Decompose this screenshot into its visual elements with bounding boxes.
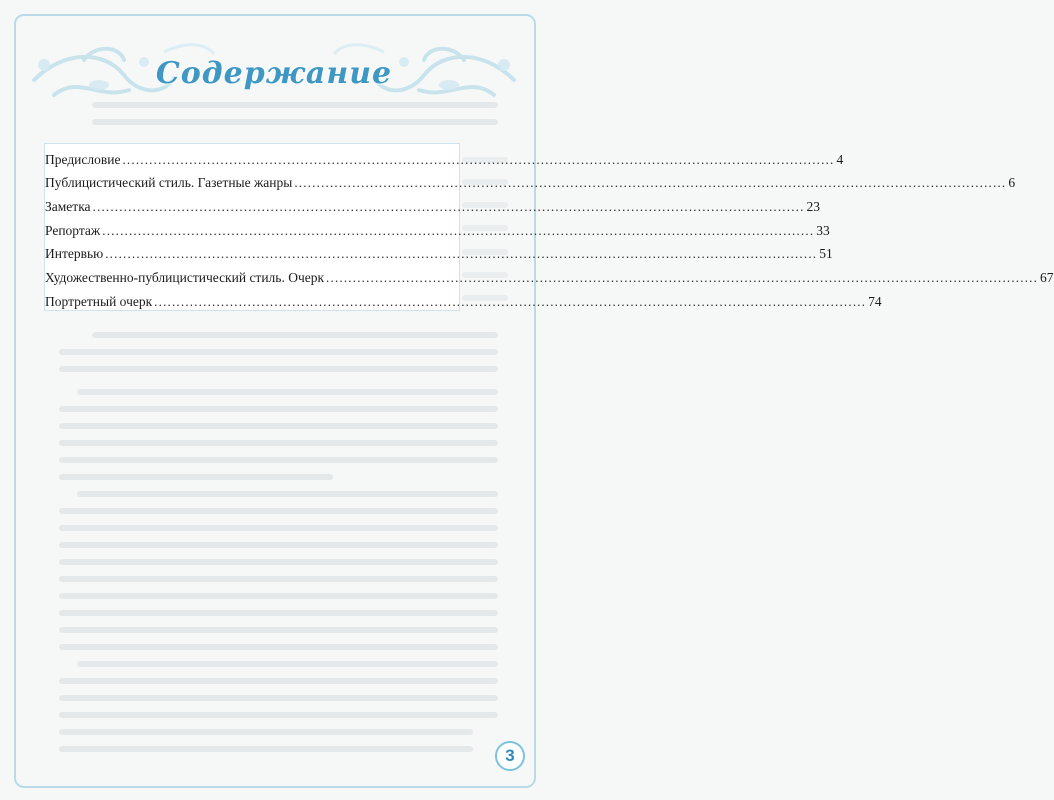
toc-entry[interactable] <box>45 286 882 310</box>
page-title: Содержание <box>155 56 393 91</box>
leader-dots: ................................................................................................................................................................ <box>326 270 1039 286</box>
table-of-contents <box>44 143 1054 311</box>
page-border <box>14 14 536 788</box>
toc-entry-page: 6 <box>1008 175 1016 191</box>
toc-entry[interactable] <box>45 262 1054 286</box>
leader-dots: ................................................................................................................................................................ <box>102 222 815 238</box>
toc-entry[interactable] <box>45 144 844 168</box>
header-banner <box>24 40 524 110</box>
toc-entry-title: Репортаж <box>45 222 101 238</box>
toc-entry-page: 51 <box>819 246 833 262</box>
leader-dots: ................................................................................................................................................................ <box>122 151 835 167</box>
toc-entry-title: Заметка <box>45 199 91 215</box>
toc-entry-title: Предисловие <box>45 151 121 167</box>
toc-entry-page: 23 <box>806 199 821 215</box>
toc-entry[interactable] <box>45 215 830 239</box>
leader-dots: ................................................................................................................................................................ <box>294 175 1007 191</box>
leader-dots: ................................................................................................................................................................ <box>105 246 818 262</box>
toc-entry-title: Интервью <box>45 246 104 262</box>
leader-dots: ................................................................................................................................................................ <box>92 199 805 215</box>
toc-entry[interactable] <box>45 168 1016 192</box>
toc-entry-title: Портретный очерк <box>45 293 153 309</box>
toc-entry[interactable] <box>45 239 833 263</box>
page-number-badge: 3 <box>495 741 525 771</box>
toc-entry-page: 67 <box>1040 270 1054 286</box>
toc-entry-title: Публицистический стиль. Газетные жанры <box>45 175 293 191</box>
toc-entry-page: 4 <box>836 151 844 167</box>
toc-entry-page: 33 <box>816 222 830 238</box>
toc-entry[interactable] <box>45 191 821 215</box>
leader-dots: ................................................................................................................................................................ <box>154 293 867 309</box>
toc-entry-page: 74 <box>868 293 882 309</box>
toc-entry-title: Художественно-публицистический стиль. Очерк <box>45 270 325 286</box>
